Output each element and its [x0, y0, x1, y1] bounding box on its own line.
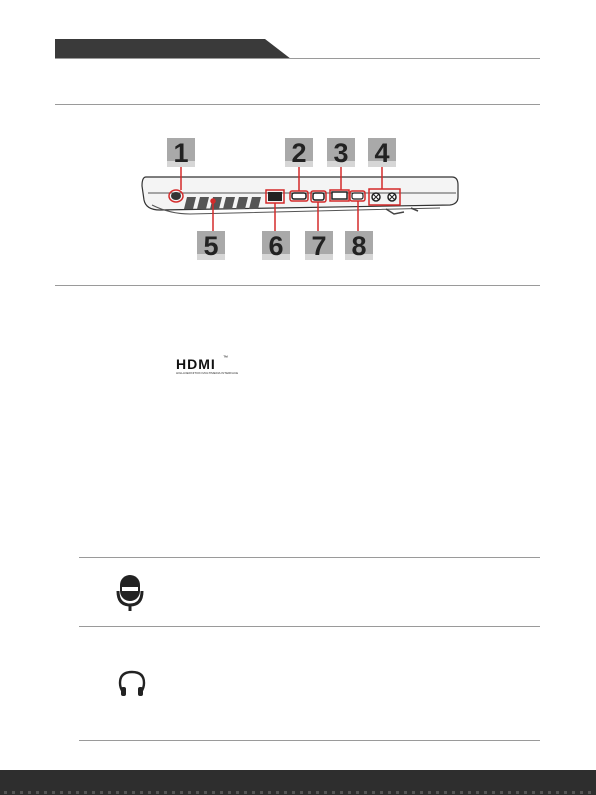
footer-tick — [476, 791, 479, 794]
footer-tick — [252, 791, 255, 794]
footer-tick — [404, 791, 407, 794]
footer-tick — [108, 791, 111, 794]
footer-tick — [588, 791, 591, 794]
footer-tick — [548, 791, 551, 794]
footer-tick — [580, 791, 583, 794]
footer-tick — [444, 791, 447, 794]
footer-tick — [44, 791, 47, 794]
footer-tick — [260, 791, 263, 794]
footer-tick — [220, 791, 223, 794]
footer-tick — [156, 791, 159, 794]
footer-tick — [20, 791, 23, 794]
callout-1 — [167, 138, 195, 168]
callout-label-2: 2 — [291, 138, 307, 168]
footer-tick — [92, 791, 95, 794]
footer-tick — [12, 791, 15, 794]
footer-tick — [380, 791, 383, 794]
footer-tick — [28, 791, 31, 794]
footer-tick — [540, 791, 543, 794]
footer-tick — [420, 791, 423, 794]
table-rule-middle — [79, 626, 540, 627]
footer-tick — [52, 791, 55, 794]
footer-tick — [532, 791, 535, 794]
footer-tick — [100, 791, 103, 794]
footer-tick — [556, 791, 559, 794]
footer-tick — [468, 791, 471, 794]
callout-4 — [368, 138, 396, 168]
callout-3 — [327, 138, 355, 168]
callout-label-4: 4 — [374, 138, 390, 168]
footer-tick — [484, 791, 487, 794]
footer-tick — [284, 791, 287, 794]
footer-tick — [564, 791, 567, 794]
footer-tick — [116, 791, 119, 794]
table-rule-top — [79, 557, 540, 558]
footer-tick — [68, 791, 71, 794]
footer-tick — [228, 791, 231, 794]
callout-label-5: 5 — [203, 231, 219, 261]
footer-tick — [452, 791, 455, 794]
footer-tick — [340, 791, 343, 794]
callout-label-8: 8 — [351, 231, 367, 261]
callout-6 — [262, 231, 290, 261]
footer-tick — [356, 791, 359, 794]
footer-tick — [204, 791, 207, 794]
footer-tick — [196, 791, 199, 794]
footer-tick — [572, 791, 575, 794]
footer-tick — [372, 791, 375, 794]
footer-tick — [500, 791, 503, 794]
callout-2 — [285, 138, 313, 168]
footer-tick — [236, 791, 239, 794]
footer-tick — [436, 791, 439, 794]
footer-tick — [76, 791, 79, 794]
footer-tick — [268, 791, 271, 794]
footer-tick — [428, 791, 431, 794]
callout-label-7: 7 — [311, 231, 327, 261]
footer-tick — [460, 791, 463, 794]
callout-label-6: 6 — [268, 231, 284, 261]
footer-tick — [4, 791, 7, 794]
footer-tick — [148, 791, 151, 794]
callout-label-3: 3 — [333, 138, 349, 168]
footer-tick — [172, 791, 175, 794]
footer-tick — [124, 791, 127, 794]
footer-tick — [524, 791, 527, 794]
callout-label-1: 1 — [173, 138, 189, 168]
hdmi-logo — [176, 355, 239, 375]
footer-tick — [180, 791, 183, 794]
footer-tick — [332, 791, 335, 794]
hdmi-logo-text: HDMI — [176, 356, 216, 372]
footer-tick — [132, 791, 135, 794]
footer-tick — [348, 791, 351, 794]
footer-tick — [140, 791, 143, 794]
footer-tick — [164, 791, 167, 794]
footer-tick — [60, 791, 63, 794]
laptop-body — [142, 177, 458, 214]
footer-tick — [364, 791, 367, 794]
hdmi-logo-tm: ™ — [223, 355, 228, 361]
headphone-icon — [118, 670, 146, 700]
hdmi-logo-tagline: HIGH-DEFINITION MULTIMEDIA INTERFACE — [176, 371, 239, 375]
callout-5 — [197, 231, 225, 261]
footer-tick — [36, 791, 39, 794]
footer-tick — [300, 791, 303, 794]
footer-tick — [388, 791, 391, 794]
footer-tick — [292, 791, 295, 794]
microphone-icon — [114, 573, 146, 613]
footer-tick — [508, 791, 511, 794]
footer-tick — [324, 791, 327, 794]
figure-bottom-rule — [55, 285, 540, 286]
footer-tick — [188, 791, 191, 794]
footer-tick — [396, 791, 399, 794]
laptop-side-figure — [0, 0, 596, 300]
callout-8 — [345, 231, 373, 261]
footer-tick-marks — [0, 790, 596, 795]
table-rule-bottom — [79, 740, 540, 741]
footer-tick — [244, 791, 247, 794]
footer-tick — [316, 791, 319, 794]
footer-tick — [492, 791, 495, 794]
footer-tick — [84, 791, 87, 794]
footer-tick — [276, 791, 279, 794]
footer-tick — [516, 791, 519, 794]
callout-7 — [305, 231, 333, 261]
footer-tick — [212, 791, 215, 794]
footer-tick — [308, 791, 311, 794]
footer-tick — [412, 791, 415, 794]
